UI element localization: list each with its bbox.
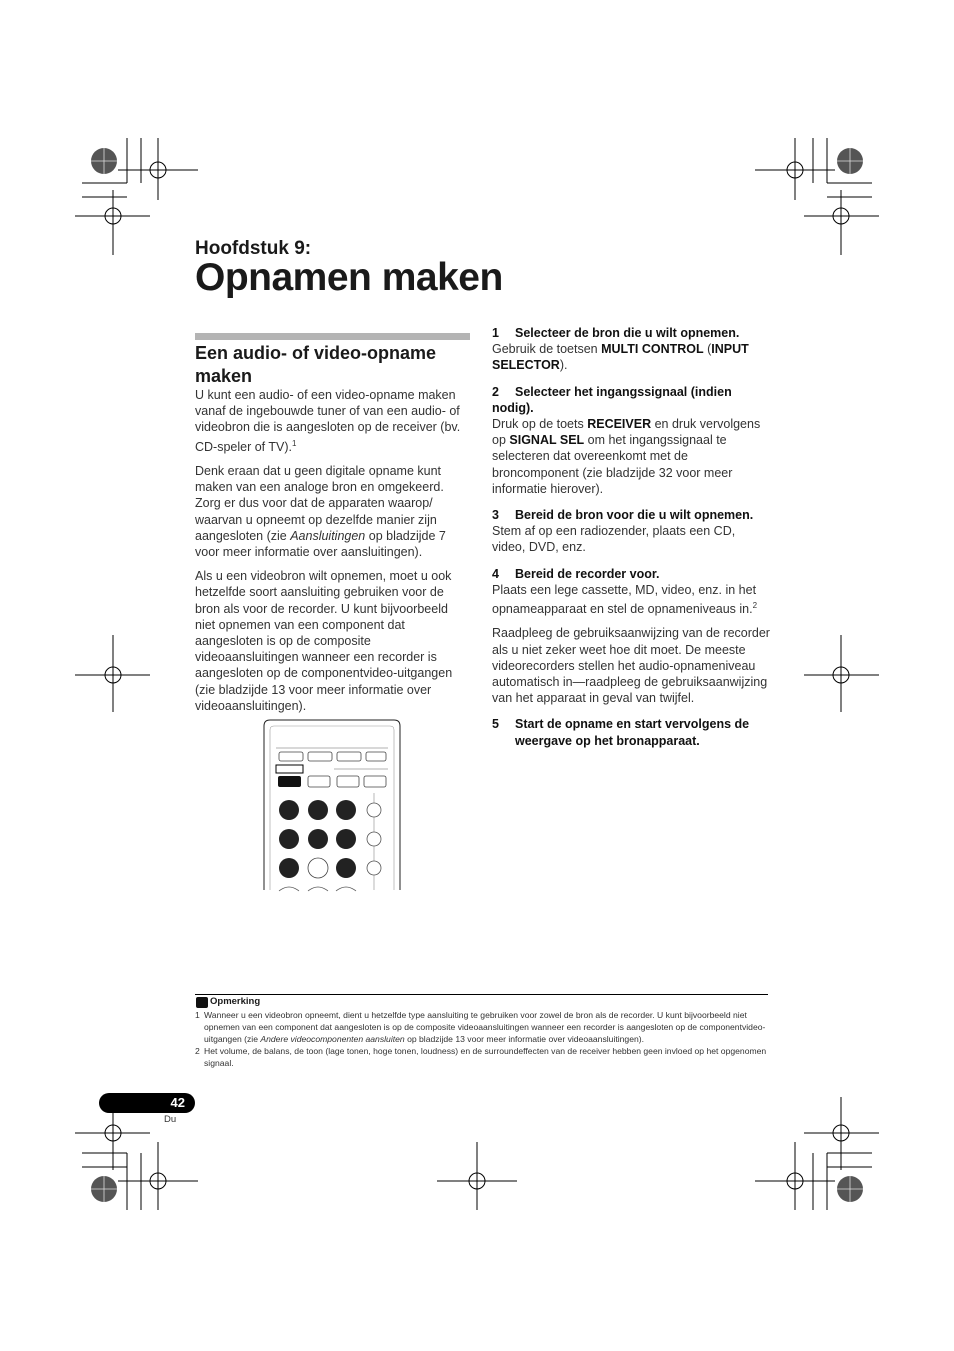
key-label: RECEIVER [587, 417, 652, 432]
step-title-text: Start de opname en start vervolgens de weergave op het bronapparaat. [515, 717, 750, 748]
step-4-text-2: Raadpleeg de gebruiksaanwijzing van de recorder als u niet zeker weet hoe dit moet. De meeste videorecorders stellen het audio-opnameniveau automatisch in—raadpleeg de gebruiksaanwijzing van het apparaat in geval van twijfel. [492, 626, 770, 706]
step-text: ( [703, 342, 712, 357]
step-text: Plaats een lege cassette, MD, video, enz. in het opnameapparaat en stel de opnameniveaus in. [492, 582, 757, 617]
key-label: MULTI CONTROL [601, 342, 704, 357]
footnote [195, 1009, 770, 1045]
emphasis-text: Andere videocomponenten aansluiten [260, 1034, 405, 1044]
paragraph-text: Denk eraan dat u geen digitale opname kunt maken van een analoge bron en omgekeerd. Zorg er dus voor dat de apparaten waarop/ waarvan u opneemt op dezelfde manier zijn aangesloten (zie [195, 463, 444, 543]
step-text: en druk vervolgens op [492, 417, 761, 448]
footnote-text: Het volume, de balans, de toon (lage tonen, hoge tonen, loudness) en de surroundeffecten van de receiver hebben geen invloed op het opgenomen signaal. [204, 1046, 767, 1068]
step-number: 2 [492, 384, 499, 399]
remote-control-illustration [262, 718, 404, 892]
step-number: 3 [492, 508, 499, 523]
step-3-text: Stem af op een radiozender, plaats een CD, video, DVD, enz. [492, 524, 736, 555]
paragraph-text: U kunt een audio- of een video-opname maken vanaf de ingebouwde tuner of van een audio- of videobron die is aangesloten op de receiver (bv. CD-speler of TV). [195, 388, 461, 454]
note-divider [195, 994, 768, 995]
section-bar [195, 333, 470, 340]
step-3-title [492, 507, 770, 523]
step-title-text: Bereid de recorder voor. [515, 566, 660, 581]
chapter-title: Opnamen maken [195, 256, 503, 299]
key-label: INPUT SELECTOR [492, 342, 749, 373]
footnote [195, 1045, 770, 1069]
step-1-title [492, 325, 770, 341]
step-text: Gebruik de toetsen [492, 342, 602, 357]
note-label: Opmerking [210, 996, 261, 1007]
step-number: 5 [492, 717, 499, 732]
footnote-number: 2 [195, 1046, 200, 1056]
footnote-number: 1 [195, 1010, 200, 1020]
step-1-text [492, 341, 770, 373]
step-4-title [492, 566, 770, 582]
footnotes [195, 1009, 770, 1069]
section-heading: Een audio- of video-opname maken [195, 343, 437, 386]
footnote-text-part: op bladzijde 13 voor meer informatie over videoaansluitingen). [404, 1034, 645, 1044]
key-label: SIGNAL SEL [509, 433, 585, 448]
paragraph [195, 387, 470, 455]
step-2-title [492, 384, 770, 416]
footnote-text [204, 1009, 770, 1045]
step-number: 1 [492, 326, 499, 340]
paragraph [195, 568, 470, 714]
emphasis-text: Aansluitingen [290, 528, 366, 543]
step-title-text: Bereid de bron voor die u wilt opnemen. [515, 508, 754, 523]
paragraph-text: Als u een videobron wilt opnemen, moet u ook hetzelfde soort aansluiting gebruiken voor de bron als voor de recorder. U kunt bijvoorbeeld niet opnemen van een component dat aangesloten is op de composite videoaansluitingen wanneer een recorder is aangesloten op de componentvideo-uitgangen (zie bladzijde 13 voor meer informatie over videoaansluitingen). [195, 569, 453, 713]
page-language: Du [164, 1114, 177, 1125]
paragraph [195, 463, 470, 560]
step-2-text [492, 416, 770, 497]
step-text: om het ingangssignaal te selecteren dat overeenkomt met de broncomponent (zie bladzijde 32 voor meer informatie hierover). [492, 433, 733, 496]
footnote-ref: 2 [752, 601, 758, 611]
footnote-text-part: Wanneer u een videobron opneemt, dient u hetzelfde type aansluiting te gebruiken voor zowel de bron als de recorder. U kunt bijvoorbeeld niet opnemen van een component dat aangesloten is op de composite videoaansluitingen wanneer een recorder is aangesloten op de componentvideo-uitgangen (zie [204, 1010, 766, 1044]
step-title-text: Selecteer de bron die u wilt opnemen. [515, 326, 740, 340]
page-number: 42 [170, 1095, 185, 1110]
step-text: Druk op de toets [492, 417, 588, 432]
step-text: ). [559, 358, 568, 373]
footnote-ref: 1 [292, 438, 297, 448]
step-5-title [492, 716, 770, 748]
step-4-text [492, 582, 770, 618]
step-number: 4 [492, 566, 499, 581]
right-column [492, 325, 770, 757]
chapter-label: Hoofdstuk 9: [195, 238, 312, 259]
step-title-text: Selecteer het ingangssignaal (indien nodig). [492, 384, 732, 415]
left-column [195, 387, 470, 722]
note-pencil-icon [196, 997, 208, 1008]
paragraph-text: op bladzijde 7 voor meer informatie over aansluitingen). [195, 528, 446, 559]
